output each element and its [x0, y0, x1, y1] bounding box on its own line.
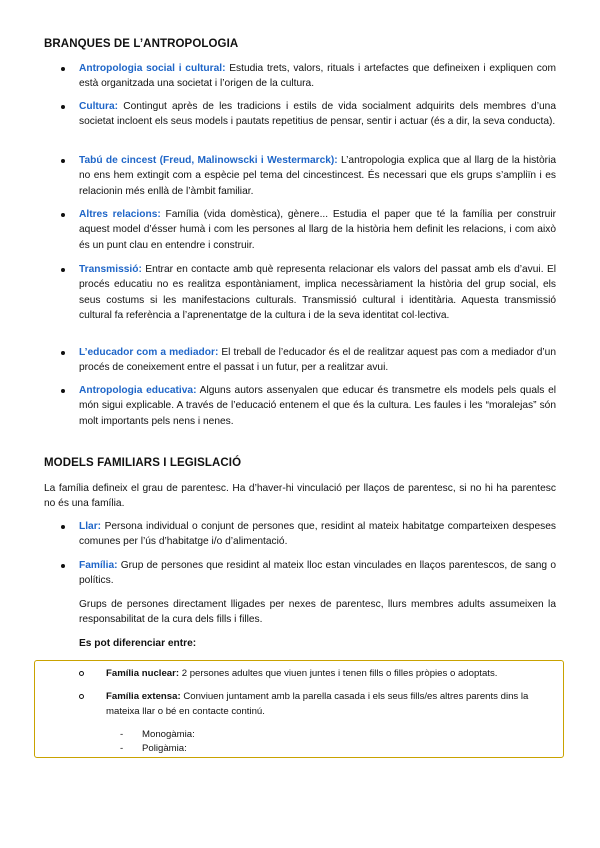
bullet-icon: [61, 564, 65, 568]
subtype-label: Monogàmia:: [142, 729, 195, 740]
item-term: Cultura:: [79, 101, 119, 112]
item-term: L’educador com a mediador:: [79, 347, 219, 358]
list-item: [79, 207, 556, 253]
type-text: Conviuen juntament amb la parella casada i els seus fills/es altres parents dins la mateixa llar o bé en contacte continú.: [106, 691, 529, 717]
bullet-icon: [61, 159, 65, 163]
bullet-icon: [61, 213, 65, 217]
item-term: Llar:: [79, 521, 102, 532]
subtype-item: [120, 729, 195, 740]
item-term: Antropologia social i cultural:: [79, 63, 226, 74]
dash-mark: -: [120, 743, 124, 754]
bullet-icon: [61, 389, 65, 393]
list-item: [79, 153, 556, 199]
item-term: Antropologia educativa:: [79, 385, 197, 396]
type-term: Família extensa:: [106, 691, 181, 702]
list-item: [79, 345, 556, 376]
item-text: Persona individual o conjunt de persones que, residint al mateix habitatge comparteixen despeses comunes per l’ús d’habitatge i/o d’alimentació.: [79, 521, 556, 548]
item-text: L’antropologia explica que al llarg de la història no ens hem extingit com a espècie pel tema del cincestincest. És necessari que els grups s’ampliïn i es relacionin més enllà de l’àmbit familiar.: [79, 155, 556, 197]
list-item: [79, 61, 556, 92]
section-title-branques: BRANQUES DE L’ANTROPOLOGIA: [44, 38, 239, 50]
bullet-icon: [61, 525, 65, 529]
item-text: Alguns autors assenyalen que educar és transmetre els models pels quals el món sigui explicable. A través de l’educació entenem el que és la cultura. Les faules i les “moralejas” són molt importants pels nens i nenes.: [79, 385, 556, 427]
item-text: Contingut après de les tradicions i estils de vida socialment adquirits dels membres d’una societat incloent els seus models i pautats repetitius de pensar, sentir i actuar (és a dir, la seva conducta).: [79, 101, 556, 128]
item-text: Grup de persones que residint al mateix lloc estan vinculades en llaços parentescos, de sang o polítics.: [79, 560, 556, 587]
groups-paragraph: Grups de persones directament lligades per nexes de parentesc, llurs membres adults assumeixen la responsabilitat de la cura dels fills i filles.: [79, 599, 556, 626]
section-title-models: MODELS FAMILIARS I LEGISLACIÓ: [44, 457, 242, 469]
list-item: [79, 262, 556, 324]
bullet-icon: [61, 67, 65, 71]
item-term: Tabú de cincest (Freud, Malinowscki i Westermarck):: [79, 155, 338, 166]
type-text: 2 persones adultes que viuen juntes i tenen fills o filles pròpies o adoptats.: [179, 668, 498, 679]
list-item: [79, 558, 556, 589]
list-item: [79, 519, 556, 550]
item-term: Família:: [79, 560, 118, 571]
item-term: Transmissió:: [79, 264, 142, 275]
type-term: Família nuclear:: [106, 668, 180, 679]
subtype-item: [120, 743, 187, 754]
list-item: [79, 99, 556, 130]
bullet-icon: [61, 351, 65, 355]
list-item: [79, 383, 556, 429]
item-text: Entrar en contacte amb què representa relacionar els valors del passat amb els d’avui. El procés educatiu no es realitza espontàniament, implica necessàriament la història del grup social, els seus costums si les manifestacions culturals. Transmissió cultural i identitària. Aquesta transmissió cultural fa referència a l’aprenentatge de la cultura i de la seva identitat col·lectiva.: [79, 264, 556, 322]
differentiate-heading: Es pot diferenciar entre:: [79, 638, 197, 649]
item-text: Família (vida domèstica), gènere... Estudia el paper que té la família per construir aquest model d’ésser humà i com les persones al llarg de la història hem definit les relacions, i com això és un punt clau en entendre i construir.: [79, 209, 556, 251]
bullet-icon: [61, 105, 65, 109]
subtype-label: Poligàmia:: [142, 743, 187, 754]
item-text: Estudia trets, valors, rituals i artefactes que defineixen i expliquen com està organitzada una societat i l’origen de la cultura.: [79, 63, 556, 90]
intro-paragraph: La família defineix el grau de parentesc. Ha d’haver-hi vinculació per llaços de parentesc, si no hi ha parentesc no és una família.: [44, 483, 556, 510]
item-text: El treball de l’educador és el de realitzar aquest pas com a mediador d’un procés de coneixement entre el passat i un futur, per a realitzar avui.: [79, 347, 556, 374]
bullet-icon: [61, 268, 65, 272]
item-term: Altres relacions:: [79, 209, 161, 220]
family-type-item: [106, 690, 558, 719]
circle-bullet-icon: [79, 671, 84, 676]
dash-mark: -: [120, 729, 124, 740]
circle-bullet-icon: [79, 694, 84, 699]
family-type-item: [106, 667, 556, 682]
